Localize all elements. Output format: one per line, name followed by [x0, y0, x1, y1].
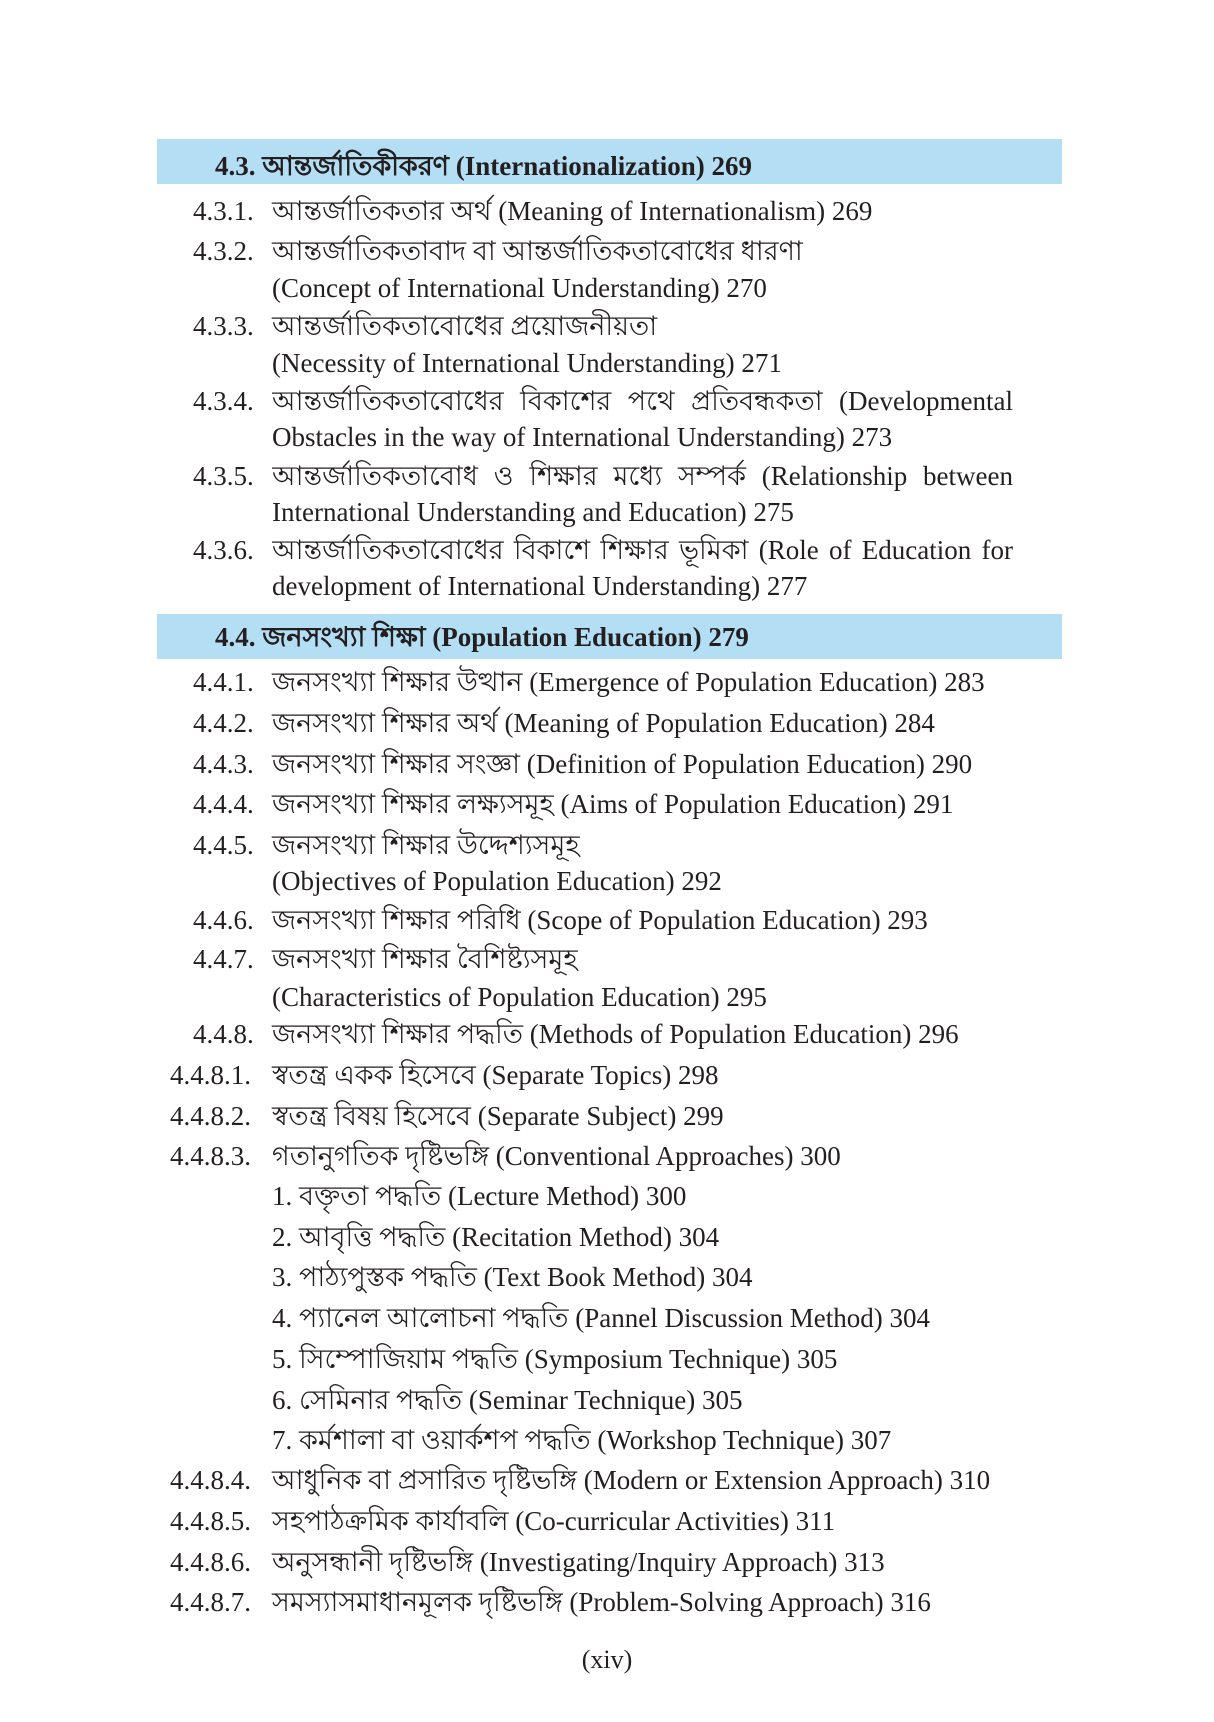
entry-text-continued: (Objectives of Population Education) 292: [272, 866, 722, 896]
entry-number: 4.4.8.1.: [170, 1060, 251, 1090]
entry-text: আন্তর্জাতিকতাবোধের বিকাশের পথে প্রতিবন্ধকতা (Developmental: [272, 386, 1013, 416]
entry-number: 4.4.8.2.: [170, 1101, 251, 1131]
page-number: (xiv): [581, 1645, 633, 1674]
toc-entry: [0, 785, 1214, 823]
entry-text: জনসংখ্যা শিক্ষার পরিধি (Scope of Population Education) 293: [272, 905, 928, 935]
entry-text: আন্তর্জাতিকতাবোধের বিকাশে শিক্ষার ভূমিকা (Role of Education for: [272, 535, 1013, 565]
section-number: 4.3.: [215, 151, 256, 181]
entry-text-continued: (Concept of International Understanding) 270: [272, 273, 767, 303]
toc-entry: [0, 663, 1214, 701]
toc-entry: [0, 826, 1214, 864]
toc-entry: [0, 1056, 1214, 1094]
entry-number: 4.4.8.7.: [170, 1587, 251, 1617]
entry-text: জনসংখ্যা শিক্ষার উত্থান (Emergence of Population Education) 283: [272, 667, 985, 697]
entry-text-continued: International Understanding and Education) 275: [272, 497, 794, 527]
entry-text: সহপাঠক্রমিক কার্যাবলি (Co-curricular Activities) 311: [272, 1506, 836, 1536]
entry-number: 4.4.8.3.: [170, 1141, 251, 1171]
toc-entry: [0, 531, 1214, 569]
entry-number: 4.4.2.: [193, 708, 254, 738]
toc-entry: [0, 1015, 1214, 1053]
section-heading: [215, 618, 749, 656]
toc-entry: [0, 1502, 1214, 1540]
entry-number: 4.4.1.: [193, 667, 254, 697]
entry-text: জনসংখ্যা শিক্ষার উদ্দেশ্যসমূহ: [272, 830, 580, 860]
entry-number: 4.3.3.: [193, 311, 254, 341]
entry-text: অনুসন্ধানী দৃষ্টিভঙ্গি (Investigating/Inquiry Approach) 313: [272, 1547, 885, 1577]
entry-text-continued: (Necessity of International Understanding) 271: [272, 348, 782, 378]
entry-text: স্বতন্ত্র একক হিসেবে (Separate Topics) 298: [272, 1060, 719, 1090]
entry-number: 4.3.1.: [193, 196, 254, 226]
toc-entry: [0, 192, 1214, 230]
entry-text: গতানুগতিক দৃষ্টিভঙ্গি (Conventional Approaches) 300: [272, 1141, 841, 1171]
entry-number: 4.3.6.: [193, 535, 254, 565]
toc-subitem: 6. সেমিনার পদ্ধতি (Seminar Technique) 305: [272, 1385, 743, 1415]
section-number: 4.4.: [215, 622, 256, 652]
entry-text: আন্তর্জাতিকতার অর্থ (Meaning of Internationalism) 269: [272, 196, 873, 226]
entry-number: 4.4.4.: [193, 789, 254, 819]
entry-text-continued: (Characteristics of Population Education) 295: [272, 982, 767, 1012]
entry-text: সমস্যাসমাধানমূলক দৃষ্টিভঙ্গি (Problem-Solving Approach) 316: [272, 1587, 931, 1617]
entry-number: 4.4.8.4.: [170, 1465, 251, 1495]
entry-text: জনসংখ্যা শিক্ষার অর্থ (Meaning of Population Education) 284: [272, 708, 935, 738]
toc-subitem: 7. কর্মশালা বা ওয়ার্কশপ পদ্ধতি (Workshop Technique) 307: [272, 1425, 892, 1455]
entry-text-continued: Obstacles in the way of International Understanding) 273: [272, 422, 893, 452]
toc-entry: [0, 1461, 1214, 1499]
toc-subitem: 1. বক্তৃতা পদ্ধতি (Lecture Method) 300: [272, 1181, 687, 1211]
toc-entry: [0, 382, 1214, 420]
toc-subitem: 3. পাঠ্যপুস্তক পদ্ধতি (Text Book Method) 304: [272, 1262, 753, 1292]
section-title: জনসংখ্যা শিক্ষা (Population Education) 279: [262, 622, 749, 652]
entry-number: 4.3.5.: [193, 461, 254, 491]
entry-number: 4.4.8.: [193, 1019, 254, 1049]
toc-subitem: 5. সিম্পোজিয়াম পদ্ধতি (Symposium Technique) 305: [272, 1344, 838, 1374]
entry-number: 4.4.8.5.: [170, 1506, 251, 1536]
toc-entry: [0, 704, 1214, 742]
entry-text: আন্তর্জাতিকতাবোধের প্রয়োজনীয়তা: [272, 311, 658, 341]
toc-entry: [0, 1137, 1214, 1175]
entry-text: স্বতন্ত্র বিষয় হিসেবে (Separate Subject) 299: [272, 1101, 724, 1131]
entry-number: 4.3.2.: [193, 236, 254, 266]
entry-text: আন্তর্জাতিকতাবাদ বা আন্তর্জাতিকতাবোধের ধারণা: [272, 236, 803, 266]
entry-number: 4.4.6.: [193, 905, 254, 935]
entry-text: জনসংখ্যা শিক্ষার বৈশিষ্ট্যসমূহ: [272, 944, 578, 974]
entry-number: 4.4.5.: [193, 830, 254, 860]
entry-number: 4.4.3.: [193, 749, 254, 779]
toc-subitem: 4. প্যানেল আলোচনা পদ্ধতি (Pannel Discussion Method) 304: [272, 1303, 930, 1333]
toc-entry: [0, 232, 1214, 270]
entry-text: জনসংখ্যা শিক্ষার পদ্ধতি (Methods of Population Education) 296: [272, 1019, 959, 1049]
toc-entry: [0, 1543, 1214, 1581]
toc-entry: [0, 940, 1214, 978]
toc-entry: [0, 745, 1214, 783]
entry-text: আন্তর্জাতিকতাবোধ ও শিক্ষার মধ্যে সম্পর্ক (Relationship between: [272, 461, 1013, 491]
entry-text: জনসংখ্যা শিক্ষার সংজ্ঞা (Definition of Population Education) 290: [272, 749, 973, 779]
toc-entry: [0, 457, 1214, 495]
toc-entry: [0, 1097, 1214, 1135]
entry-number: 4.4.8.6.: [170, 1547, 251, 1577]
entry-number: 4.4.7.: [193, 944, 254, 974]
entry-text-continued: development of International Understanding) 277: [272, 571, 808, 601]
toc-subitem: 2. আবৃত্তি পদ্ধতি (Recitation Method) 304: [272, 1222, 720, 1252]
section-title: আন্তর্জাতিকীকরণ (Internationalization) 269: [262, 151, 752, 181]
entry-number: 4.3.4.: [193, 386, 254, 416]
toc-entry: [0, 901, 1214, 939]
toc-entry: [0, 307, 1214, 345]
section-heading: [215, 147, 752, 185]
entry-text: জনসংখ্যা শিক্ষার লক্ষ্যসমূহ (Aims of Population Education) 291: [272, 789, 954, 819]
toc-entry: [0, 1583, 1214, 1621]
entry-text: আধুনিক বা প্রসারিত দৃষ্টিভঙ্গি (Modern or Extension Approach) 310: [272, 1465, 991, 1495]
